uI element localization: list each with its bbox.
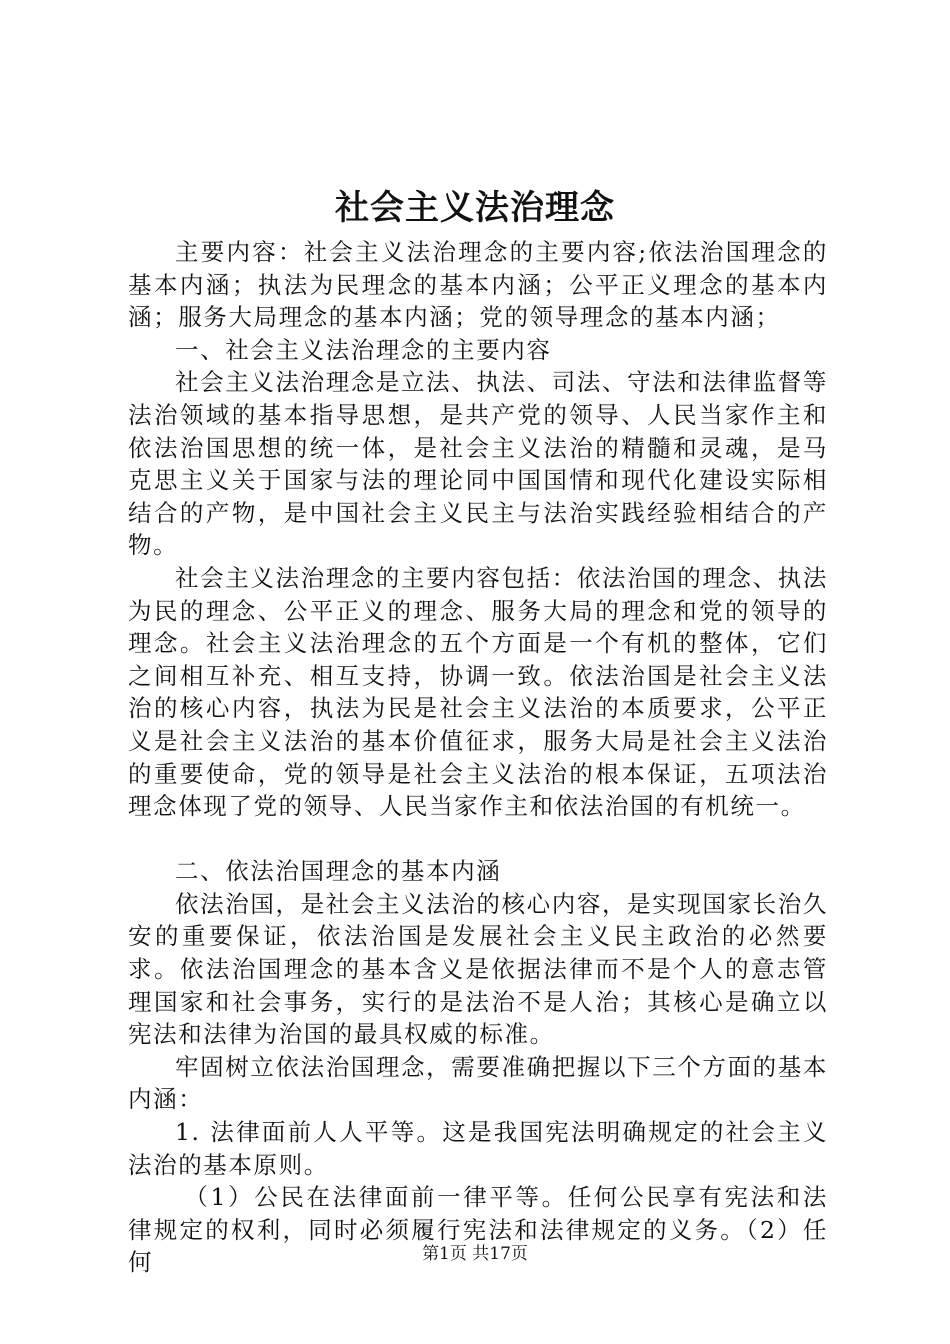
- summary-paragraph: 主要内容：社会主义法治理念的主要内容;依法治国理念的基本内涵；执法为民理念的基本内涵；公平正义理念的基本内涵；服务大局理念的基本内涵；党的领导理念的基本内涵；: [128, 238, 828, 332]
- document-body: [128, 236, 828, 1279]
- body-paragraph: 依法治国，是社会主义法治的核心内容，是实现国家长治久安的重要保证，依法治国是发展社会主义民主政治的必然要求。依法治国理念的基本含义是依据法律而不是个人的意志管理国家和社会事务，实行的是法治不是人治；其核心是确立以宪法和法律为治国的最具权威的标准。: [128, 889, 828, 1049]
- paragraph-gap: [128, 823, 828, 856]
- body-paragraph: 社会主义法治理念是立法、执法、司法、守法和法律监督等法治领域的基本指导思想，是共产党的领导、人民当家作主和依法治国思想的统一体，是社会主义法治的精髓和灵魂，是马克思主义关于国家与法的理论同中国国情和现代化建设实际相结合的产物，是中国社会主义民主与法治实践经验相结合的产物。: [128, 368, 828, 560]
- body-paragraph: 牢固树立依法治国理念，需要准确把握以下三个方面的基本内涵：: [128, 1052, 828, 1114]
- document-title: 社会主义法治理念: [335, 188, 615, 228]
- section-heading-1: 一、社会主义法治理念的主要内容: [175, 335, 552, 364]
- list-item: 1. 法律面前人人平等。这是我国宪法明确规定的社会主义法治的基本原则。: [128, 1118, 828, 1179]
- list-subitem: （1）公民在法律面前一律平等。任何公民享有宪法和法律规定的权利，同时必须履行宪法和法律规定的义务。（2）任何: [128, 1183, 828, 1277]
- body-paragraph: 社会主义法治理念的主要内容包括：依法治国的理念、执法为民的理念、公平正义的理念、服务大局的理念和党的领导的理念。社会主义法治理念的五个方面是一个有机的整体，它们之间相互补充、相互支持，协调一致。依法治国是社会主义法治的核心内容，执法为民是社会主义法治的本质要求，公平正义是社会主义法治的基本价值征求，服务大局是社会主义法治的重要使命，党的领导是社会主义法治的根本保证，五项法治理念体现了党的领导、人民当家作主和依法治国的有机统一。: [128, 563, 828, 821]
- page-footer: 第1页 共17页: [422, 1244, 528, 1264]
- section-heading-2: 二、依法治国理念的基本内涵: [175, 857, 502, 886]
